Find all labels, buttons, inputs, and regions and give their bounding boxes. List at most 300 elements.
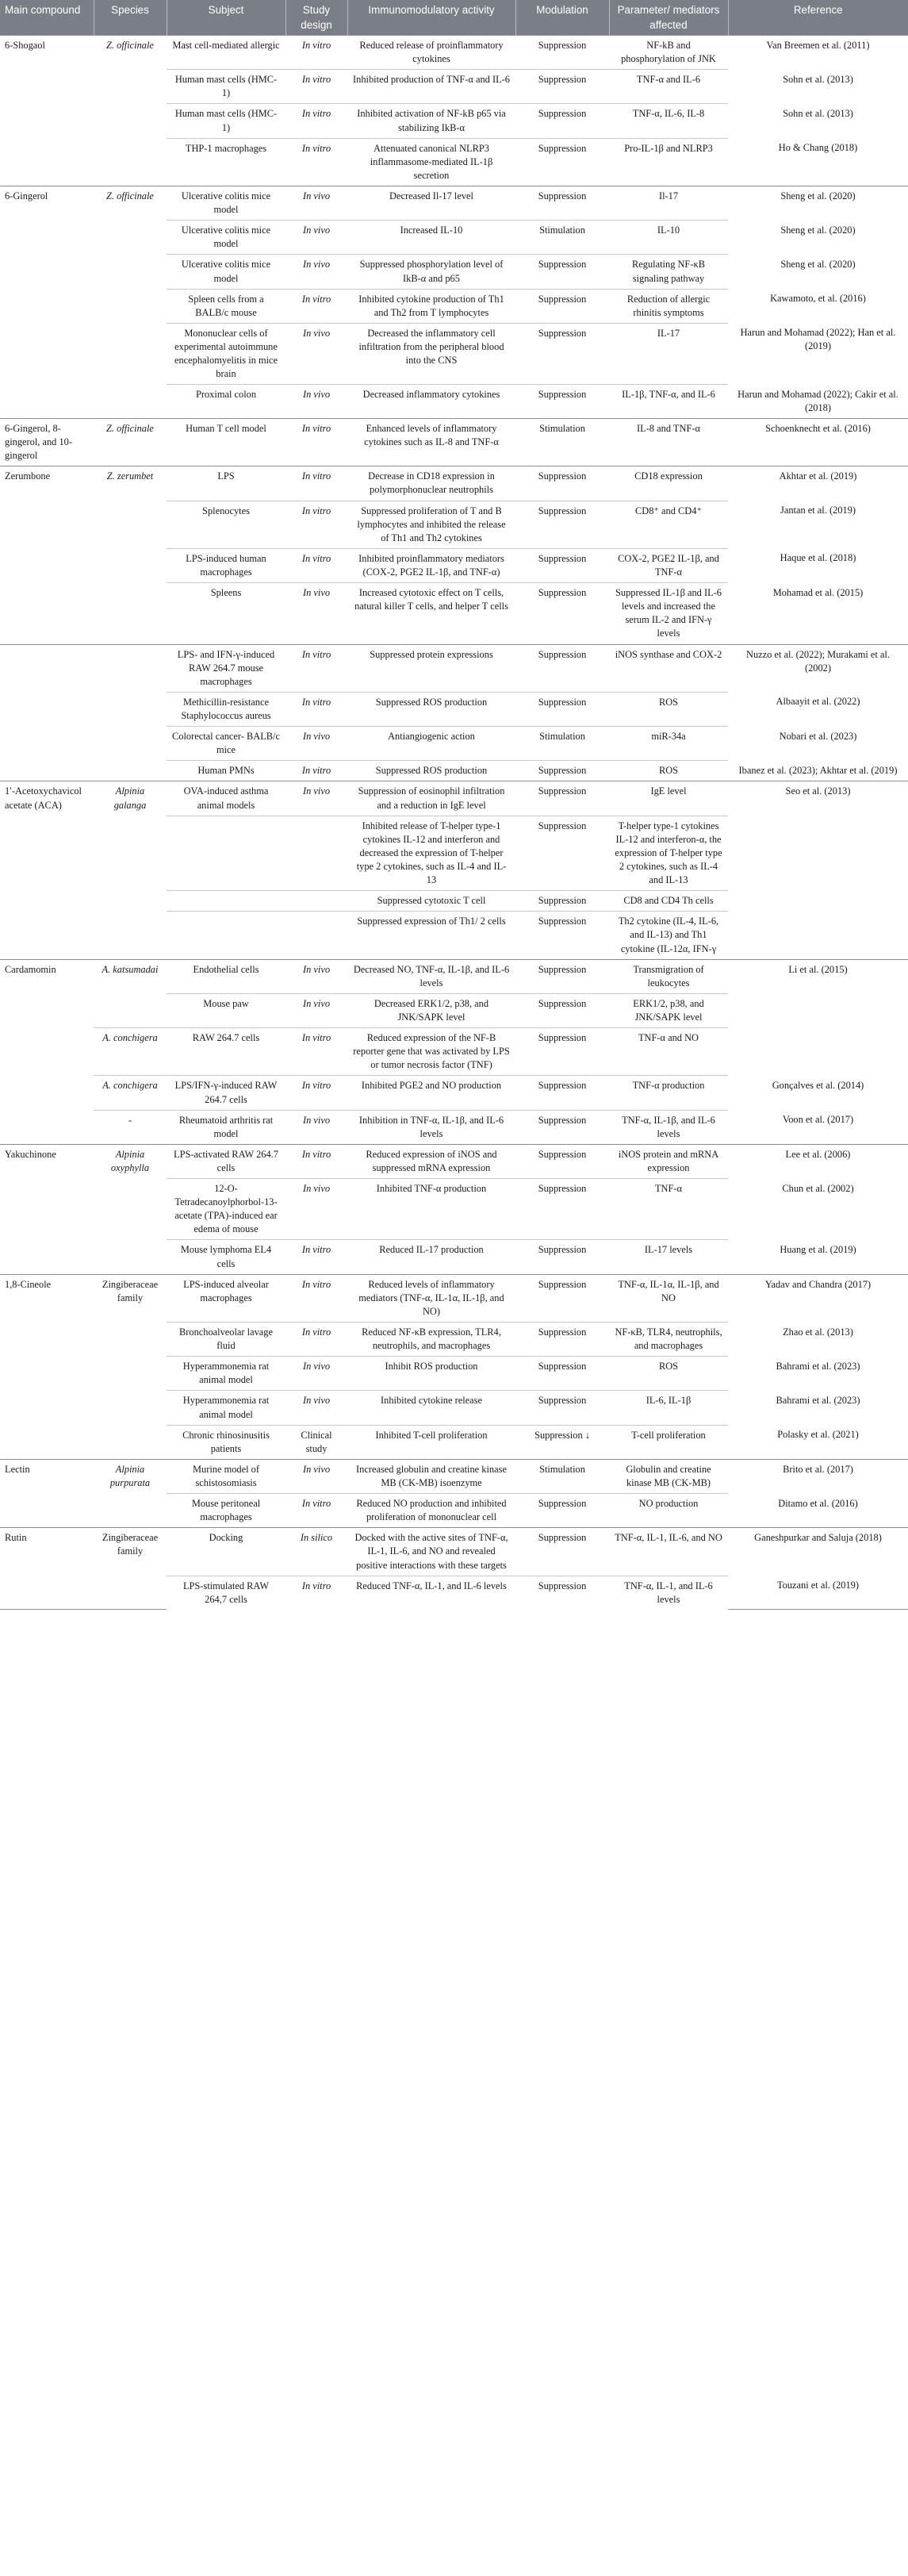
reference-cell — [728, 385, 908, 419]
species-cell — [94, 323, 167, 384]
reference-cell-text: Sheng et al. (2020) — [780, 258, 856, 270]
subject-cell — [167, 761, 285, 781]
modulation-cell — [515, 1240, 609, 1274]
study-design-cell — [285, 186, 347, 220]
table-row — [0, 1357, 908, 1391]
subject-cell — [167, 816, 285, 891]
subject-cell — [167, 1274, 285, 1322]
activity-cell — [347, 501, 515, 548]
mediators-cell-text: T-helper type-1 cytokines IL-12 and interferon-α, the expression of T-helper type 2 cytokines, such as IL-4 and IL-13 — [615, 820, 722, 886]
mediators-cell-text: Globulin and creatine kinase MB (CK-MB) — [626, 1463, 711, 1489]
study-design-cell-text: In vivo — [302, 997, 331, 1009]
mediators-cell — [609, 1076, 728, 1110]
reference-cell — [728, 1144, 908, 1178]
mediators-cell — [609, 959, 728, 993]
mediators-cell-text: Regulating NF-κB signaling pathway — [632, 259, 705, 284]
subject-cell — [167, 501, 285, 548]
activity-cell — [347, 644, 515, 692]
activity-cell — [347, 1240, 515, 1274]
table-row — [0, 1528, 908, 1576]
column-header: Main compound — [0, 0, 94, 36]
study-design-cell-text: In vitro — [301, 423, 331, 435]
mediators-cell-text: Il-17 — [658, 190, 679, 202]
reference-cell-text: Gonçalves et al. (2014) — [772, 1079, 864, 1091]
subject-cell — [167, 385, 285, 419]
modulation-cell-text: Suppression — [538, 74, 587, 86]
reference-cell — [728, 419, 908, 466]
activity-cell-text: Reduced NO production and inhibited proliferation of mononuclear cell — [356, 1498, 507, 1523]
reference-cell-text: Polasky et al. (2021) — [777, 1429, 859, 1441]
main-compound-cell — [0, 1076, 94, 1110]
study-design-cell-text: In vitro — [301, 470, 331, 482]
species-cell-text: Alpinia purpurata — [109, 1463, 151, 1489]
activity-cell — [347, 727, 515, 761]
activity-cell — [347, 1494, 515, 1528]
study-design-cell — [285, 221, 347, 255]
modulation-cell — [515, 186, 609, 220]
activity-cell-text: Reduced NF-κB expression, TLR4, neutrophils, and macrophages — [362, 1326, 501, 1352]
modulation-cell — [515, 816, 609, 891]
reference-cell — [728, 466, 908, 501]
modulation-cell — [515, 993, 609, 1027]
mediators-cell-text: TNF-α, IL-1α, IL-1β, and NO — [618, 1278, 719, 1303]
mediators-cell-text: Pro-IL-1β and NLRP3 — [624, 142, 713, 154]
study-design-cell-text: In vitro — [301, 1148, 331, 1160]
modulation-cell-text: Suppression — [538, 190, 587, 202]
study-design-cell — [285, 959, 347, 993]
activity-cell — [347, 912, 515, 959]
activity-cell — [347, 70, 515, 104]
modulation-cell — [515, 1357, 609, 1391]
modulation-cell-text: Suppression — [538, 505, 587, 516]
reference-cell — [728, 138, 908, 186]
mediators-cell — [609, 781, 728, 816]
reference-cell — [728, 1240, 908, 1274]
table-row — [0, 501, 908, 548]
subject-cell-text: Human T cell model — [186, 423, 266, 435]
species-cell-text: Z. officinale — [106, 423, 154, 435]
subject-cell — [167, 959, 285, 993]
activity-cell — [347, 583, 515, 644]
activity-cell-text: Enhanced levels of inflammatory cytokines such as IL-8 and TNF-α — [364, 423, 499, 448]
modulation-cell-text: Suppression — [538, 1580, 587, 1591]
reference-cell-text: Bahrami et al. (2023) — [776, 1360, 860, 1372]
species-cell — [94, 993, 167, 1027]
activity-cell-text: Inhibit ROS production — [385, 1361, 478, 1372]
study-design-cell-text: In vivo — [302, 1361, 331, 1372]
mediators-cell — [609, 1028, 728, 1076]
activity-cell-text: Reduced release of proinflammatory cytokines — [359, 40, 504, 65]
activity-cell — [347, 548, 515, 582]
column-header: Modulation — [515, 0, 609, 36]
main-compound-cell-text: Lectin — [5, 1463, 30, 1475]
study-design-cell — [285, 1076, 347, 1110]
study-design-cell-text: In vitro — [301, 552, 331, 564]
study-design-cell — [285, 1240, 347, 1274]
mediators-cell — [609, 289, 728, 323]
mediators-cell — [609, 221, 728, 255]
mediators-cell-text: IL-6, IL-1β — [646, 1395, 692, 1407]
reference-cell — [728, 1576, 908, 1610]
species-cell — [94, 692, 167, 726]
modulation-cell-text: Suppression — [538, 1326, 587, 1338]
column-header: Subject — [167, 0, 285, 36]
reference-cell — [728, 761, 908, 781]
species-cell — [94, 466, 167, 501]
subject-cell — [167, 1528, 285, 1576]
activity-cell-text: Reduced expression of the NF-B reporter gene that was activated by LPS or tumor necrosis factor (TNF) — [353, 1032, 510, 1071]
activity-cell-text: Reduced levels of inflammatory mediators (TNF-α, IL-1α, IL-1β, and NO) — [358, 1278, 504, 1317]
species-cell-text: A. conchigera — [102, 1032, 158, 1044]
study-design-cell — [285, 1179, 347, 1240]
main-compound-cell — [0, 138, 94, 186]
species-cell — [94, 644, 167, 692]
main-compound-cell — [0, 419, 94, 466]
study-design-cell — [285, 1528, 347, 1576]
mediators-cell-text: IL-10 — [657, 225, 680, 236]
study-design-cell — [285, 36, 347, 70]
subject-cell — [167, 419, 285, 466]
activity-cell-text: Increased cytotoxic effect on T cells, natural killer T cells, and helper T cells — [354, 587, 508, 612]
species-cell — [94, 1323, 167, 1357]
activity-cell-text: Antiangiogenic action — [388, 731, 475, 743]
modulation-cell — [515, 761, 609, 781]
mediators-cell-text: ROS — [658, 1361, 679, 1372]
main-compound-cell-text: 6-Gingerol — [5, 190, 48, 202]
reference-cell — [728, 912, 908, 959]
modulation-cell-text: Stimulation — [539, 423, 585, 435]
table-row — [0, 419, 908, 466]
study-design-cell-text: In vivo — [302, 1183, 331, 1195]
modulation-cell — [515, 1576, 609, 1610]
reference-cell — [728, 781, 908, 816]
subject-cell-text: Chronic rhinosinusitis patients — [182, 1429, 270, 1454]
table-row — [0, 644, 908, 692]
mediators-cell-text: TNF-α, IL-6, IL-8 — [632, 108, 705, 120]
column-header: Immunomodulatory activity — [347, 0, 515, 36]
table-row — [0, 1576, 908, 1610]
reference-cell — [728, 1391, 908, 1425]
modulation-cell — [515, 466, 609, 501]
study-design-cell — [285, 501, 347, 548]
mediators-cell-text: NO production — [638, 1498, 699, 1510]
subject-cell — [167, 1459, 285, 1493]
mediators-cell-text: miR-34a — [651, 731, 686, 743]
mediators-cell — [609, 323, 728, 384]
study-design-cell — [285, 761, 347, 781]
table-row — [0, 912, 908, 959]
species-cell — [94, 138, 167, 186]
table-row — [0, 1459, 908, 1493]
species-cell-text: A. katsumadai — [102, 963, 159, 975]
subject-cell — [167, 1357, 285, 1391]
subject-cell-text: Endothelial cells — [193, 963, 259, 975]
species-cell — [94, 1144, 167, 1178]
mediators-cell — [609, 36, 728, 70]
reference-cell — [728, 816, 908, 891]
species-cell — [94, 1528, 167, 1576]
main-compound-cell — [0, 1528, 94, 1576]
activity-cell — [347, 289, 515, 323]
modulation-cell — [515, 221, 609, 255]
subject-cell-text: Rheumatoid arthritis rat model — [178, 1114, 274, 1139]
column-header: Parameter/ mediators affected — [609, 0, 728, 36]
activity-cell-text: Increased IL-10 — [400, 225, 463, 236]
modulation-cell-text: Stimulation — [539, 1463, 585, 1475]
subject-cell — [167, 1076, 285, 1110]
mediators-cell — [609, 993, 728, 1027]
study-design-cell-text: In vivo — [302, 963, 331, 975]
table-row — [0, 186, 908, 220]
subject-cell-text: LPS- and IFN-γ-induced RAW 264.7 mouse macrophages — [177, 648, 275, 687]
study-design-cell — [285, 912, 347, 959]
reference-cell — [728, 36, 908, 70]
reference-cell-text: Albaayit et al. (2022) — [776, 696, 860, 708]
species-cell-text: Zingiberaceae family — [102, 1278, 159, 1303]
species-cell — [94, 1274, 167, 1322]
table-row — [0, 466, 908, 501]
subject-cell — [167, 692, 285, 726]
reference-cell-text: Mohamad et al. (2015) — [772, 586, 864, 598]
main-compound-cell — [0, 1357, 94, 1391]
reference-cell-text: Seo et al. (2013) — [785, 785, 851, 797]
subject-cell-text: LPS-activated RAW 264.7 cells — [174, 1148, 278, 1173]
modulation-cell — [515, 138, 609, 186]
species-cell — [94, 548, 167, 582]
modulation-cell — [515, 1076, 609, 1110]
study-design-cell-text: In vitro — [301, 40, 331, 51]
modulation-cell — [515, 501, 609, 548]
mediators-cell-text: CD8⁺ and CD4⁺ — [635, 505, 702, 516]
subject-cell-text: LPS — [217, 470, 235, 482]
species-cell — [94, 1240, 167, 1274]
main-compound-cell — [0, 548, 94, 582]
mediators-cell — [609, 1425, 728, 1459]
main-compound-cell — [0, 912, 94, 959]
activity-cell-text: Inhibited cytokine production of Th1 and Th2 from T lymphocytes — [358, 293, 504, 318]
modulation-cell-text: Suppression — [538, 1080, 587, 1092]
subject-cell — [167, 70, 285, 104]
modulation-cell — [515, 548, 609, 582]
mediators-cell — [609, 1179, 728, 1240]
activity-cell — [347, 104, 515, 138]
main-compound-cell — [0, 255, 94, 289]
mediators-cell — [609, 419, 728, 466]
modulation-cell-text: Suppression — [538, 327, 587, 339]
mediators-cell-text: Transmigration of leukocytes — [633, 963, 704, 989]
reference-cell — [728, 289, 908, 323]
activity-cell — [347, 1028, 515, 1076]
reference-cell-text: Sheng et al. (2020) — [780, 224, 856, 236]
reference-cell — [728, 1110, 908, 1144]
main-compound-cell — [0, 1425, 94, 1459]
study-design-cell-text: In vivo — [302, 259, 331, 271]
reference-cell — [728, 221, 908, 255]
modulation-cell-text: Suppression — [538, 389, 587, 401]
subject-cell-text: LPS-induced alveolar macrophages — [183, 1278, 269, 1303]
subject-cell — [167, 221, 285, 255]
subject-cell — [167, 104, 285, 138]
species-cell — [94, 891, 167, 912]
mediators-cell-text: NF-kB and phosphorylation of JNK — [621, 40, 716, 65]
species-cell-text: Z. officinale — [106, 190, 154, 202]
subject-cell-text: Ulcerative colitis mice model — [181, 259, 271, 284]
study-design-cell — [285, 727, 347, 761]
study-design-cell-text: In vivo — [302, 389, 331, 401]
study-design-cell — [285, 466, 347, 501]
study-design-cell-text: In vivo — [302, 1114, 331, 1126]
activity-cell — [347, 385, 515, 419]
study-design-cell — [285, 1323, 347, 1357]
study-design-cell-text: In vitro — [301, 108, 331, 120]
mediators-cell-text: CD18 expression — [634, 470, 703, 482]
mediators-cell-text: TNF-α, IL-1, and IL-6 levels — [624, 1580, 713, 1605]
subject-cell — [167, 186, 285, 220]
subject-cell — [167, 1425, 285, 1459]
subject-cell-text: Methicillin-resistance Staphylococcus aureus — [181, 696, 271, 721]
species-cell-text: Alpinia galanga — [113, 785, 147, 811]
study-design-cell — [285, 1028, 347, 1076]
main-compound-cell-text: Cardamomin — [5, 963, 56, 975]
study-design-cell — [285, 289, 347, 323]
study-design-cell — [285, 1357, 347, 1391]
subject-cell — [167, 1576, 285, 1610]
species-cell — [94, 912, 167, 959]
main-compound-cell — [0, 1323, 94, 1357]
subject-cell-text: Human mast cells (HMC-1) — [174, 74, 278, 99]
activity-cell — [347, 419, 515, 466]
table-row — [0, 548, 908, 582]
study-design-cell-text: In vitro — [301, 1032, 331, 1044]
modulation-cell-text: Suppression — [538, 470, 587, 482]
reference-cell-text: Kawamoto, et al. (2016) — [770, 293, 866, 305]
modulation-cell — [515, 323, 609, 384]
activity-cell — [347, 1528, 515, 1576]
mediators-cell-text: Th2 cytokine (IL-4, IL-6, and IL-13) and Th1 cytokine (IL-12α, IFN-γ — [618, 916, 719, 954]
study-design-cell — [285, 323, 347, 384]
reference-cell-text: Yadav and Chandra (2017) — [764, 1278, 872, 1290]
mediators-cell-text: TNF-α production — [632, 1080, 705, 1092]
subject-cell-text: Spleen cells from a BALB/c mouse — [188, 293, 264, 318]
table-row — [0, 816, 908, 891]
study-design-cell-text: In vitro — [301, 765, 331, 777]
activity-cell-text: Inhibited release of T-helper type-1 cytokines IL-12 and interferon and decreased the expression of T-helper type 2 cytokines, such as IL-4 and IL-13 — [356, 820, 507, 886]
activity-cell-text: Suppressed ROS production — [375, 696, 488, 708]
main-compound-cell — [0, 727, 94, 761]
study-design-cell — [285, 1274, 347, 1322]
modulation-cell — [515, 1494, 609, 1528]
mediators-cell — [609, 1240, 728, 1274]
species-cell — [94, 186, 167, 220]
subject-cell-text: Docking — [209, 1532, 243, 1544]
activity-cell — [347, 692, 515, 726]
species-cell-text: Zingiberaceae family — [102, 1532, 159, 1557]
study-design-cell-text: In vivo — [302, 731, 331, 743]
activity-cell — [347, 1323, 515, 1357]
modulation-cell — [515, 104, 609, 138]
mediators-cell — [609, 1391, 728, 1425]
activity-cell-text: Reduced expression of iNOS and suppressed mRNA expression — [366, 1148, 497, 1173]
mediators-cell — [609, 385, 728, 419]
subject-cell-text: Mast cell-mediated allergic — [172, 40, 280, 51]
main-compound-cell — [0, 993, 94, 1027]
study-design-cell — [285, 692, 347, 726]
subject-cell-text: Splenocytes — [202, 505, 250, 516]
subject-cell — [167, 993, 285, 1027]
main-compound-cell — [0, 816, 94, 891]
subject-cell — [167, 36, 285, 70]
modulation-cell — [515, 70, 609, 104]
subject-cell — [167, 644, 285, 692]
mediators-cell-text: TNF-α, IL-1, IL-6, and NO — [615, 1532, 722, 1544]
study-design-cell-text: In vitro — [301, 1244, 331, 1256]
subject-cell — [167, 548, 285, 582]
main-compound-cell — [0, 644, 94, 692]
modulation-cell — [515, 1110, 609, 1144]
activity-cell-text: Inhibited PGE2 and NO production — [361, 1080, 502, 1092]
reference-cell — [728, 323, 908, 384]
subject-cell-text: LPS/IFN-γ-induced RAW 264.7 cells — [174, 1080, 278, 1105]
activity-cell — [347, 36, 515, 70]
mediators-cell-text: T-cell proliferation — [631, 1429, 706, 1441]
study-design-cell — [285, 255, 347, 289]
mediators-cell-text: iNOS synthase and COX-2 — [615, 648, 722, 660]
species-cell — [94, 1576, 167, 1610]
modulation-cell-text: Suppression — [538, 963, 587, 975]
mediators-cell — [609, 1144, 728, 1178]
study-design-cell — [285, 385, 347, 419]
species-cell — [94, 70, 167, 104]
reference-cell — [728, 1274, 908, 1322]
study-design-cell — [285, 1110, 347, 1144]
main-compound-cell — [0, 221, 94, 255]
main-compound-cell — [0, 583, 94, 644]
modulation-cell-text: Suppression — [538, 108, 587, 120]
table-row — [0, 1425, 908, 1459]
activity-cell-text: Attenuated canonical NLRP3 inflammasome-mediated IL-1β secretion — [370, 142, 493, 181]
subject-cell — [167, 255, 285, 289]
mediators-cell-text: IL-8 and TNF-α — [637, 423, 700, 435]
main-compound-cell — [0, 1391, 94, 1425]
modulation-cell — [515, 419, 609, 466]
modulation-cell-text: Stimulation — [539, 731, 585, 743]
activity-cell-text: Reduced TNF-α, IL-1, and IL-6 levels — [356, 1580, 507, 1591]
subject-cell — [167, 891, 285, 912]
main-compound-cell-text: Zerumbone — [5, 470, 51, 482]
subject-cell — [167, 1144, 285, 1178]
modulation-cell-text: Suppression — [538, 1532, 587, 1544]
subject-cell — [167, 1240, 285, 1274]
main-compound-cell — [0, 959, 94, 993]
main-compound-cell — [0, 466, 94, 501]
modulation-cell-text: Suppression — [538, 587, 587, 599]
species-cell-text: A. conchigera — [102, 1080, 158, 1092]
mediators-cell — [609, 104, 728, 138]
modulation-cell-text: Suppression — [538, 1278, 587, 1290]
subject-cell — [167, 323, 285, 384]
species-cell — [94, 501, 167, 548]
modulation-cell — [515, 385, 609, 419]
species-cell — [94, 385, 167, 419]
mediators-cell — [609, 692, 728, 726]
subject-cell-text: LPS-stimulated RAW 264,7 cells — [182, 1580, 270, 1605]
activity-cell-text: Inhibited activation of NF-kB p65 via stabilizing IkB-α — [357, 108, 506, 133]
mediators-cell-text: Reduction of allergic rhinitis symptoms — [626, 293, 711, 318]
reference-cell — [728, 692, 908, 726]
species-cell — [94, 1459, 167, 1493]
header-row — [0, 0, 908, 36]
species-cell — [94, 1179, 167, 1240]
